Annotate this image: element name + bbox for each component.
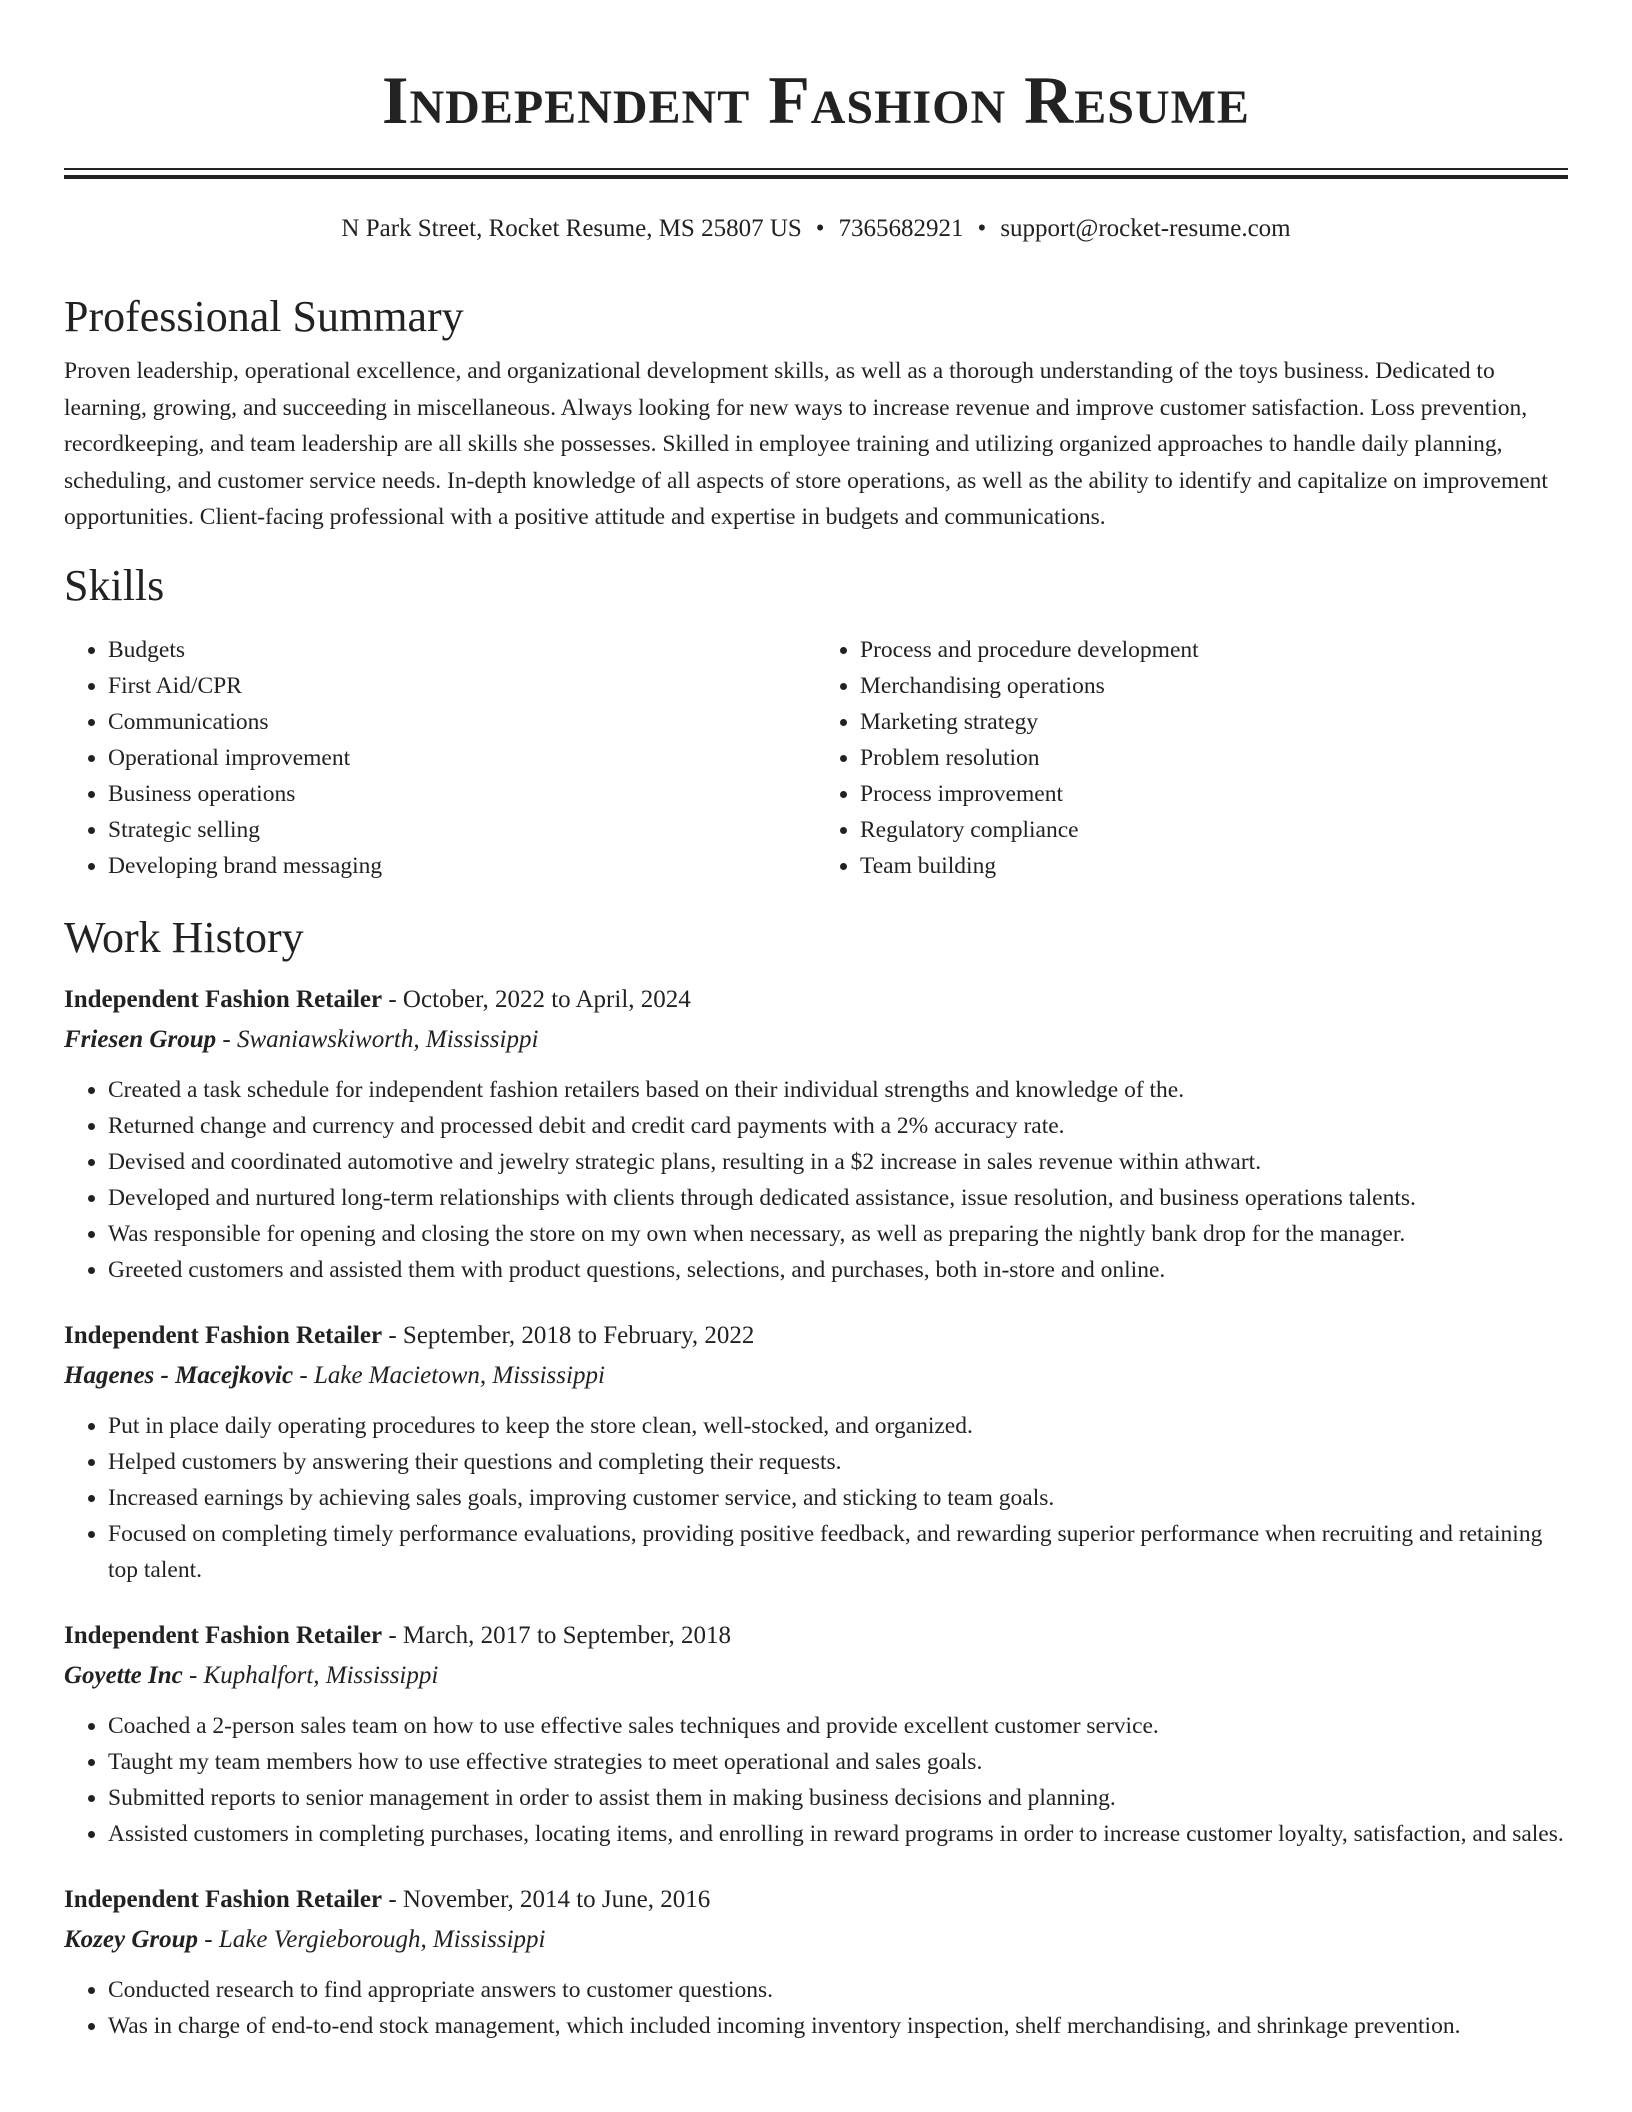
job-bullet: • Was in charge of end-to-end stock management, which included incoming inventory inspection, shelf merchandising, and shrinkage prevention.: [108, 2008, 1568, 2044]
job-bullet: • Returned change and currency and processed debit and credit card payments with a 2% accuracy rate.: [108, 1108, 1568, 1144]
job-bullet-list: [64, 1972, 1568, 2044]
skill-item: • Merchandising operations: [860, 668, 1568, 704]
skill-item: • Budgets: [108, 632, 816, 668]
skill-item: • Problem resolution: [860, 740, 1568, 776]
contact-email: support@rocket-resume.com: [1000, 215, 1291, 242]
job-title: Independent Fashion Retailer: [64, 1321, 383, 1349]
job-bullet-list: [64, 1072, 1568, 1288]
job-bullet: • Put in place daily operating procedures to keep the store clean, well-stocked, and organized.: [108, 1408, 1568, 1444]
job-heading: Independent Fashion Retailer - October, 2022 to April, 2024: [64, 985, 691, 1013]
job-list: [64, 980, 1568, 2044]
skill-item: • Team building: [860, 848, 1568, 884]
job-dates: October, 2022 to April, 2024: [402, 985, 691, 1013]
contact-phone: 7365682921: [838, 215, 964, 242]
contact-address: N Park Street, Rocket Resume, MS 25807 US: [341, 215, 802, 242]
job-bullet: • Coached a 2-person sales team on how to use effective sales techniques and provide excellent customer service.: [108, 1708, 1568, 1744]
job-title: Independent Fashion Retailer: [64, 1885, 383, 1913]
job-entry: [64, 1616, 1568, 1852]
skill-item: • Operational improvement: [108, 740, 816, 776]
skills-right-list: [816, 632, 1568, 884]
skills-section: [64, 558, 1568, 884]
job-heading: Independent Fashion Retailer - November, 2014 to June, 2016: [64, 1885, 711, 1913]
job-bullet-list: [64, 1708, 1568, 1852]
job-bullet: • Was responsible for opening and closing the store on my own when necessary, as well as preparing the nightly bank drop for the manager.: [108, 1216, 1568, 1252]
resume-title: Independent Fashion Resume: [382, 62, 1250, 138]
job-bullet: • Conducted research to find appropriate answers to customer questions.: [108, 1972, 1568, 2008]
job-location: Kuphalfort, Mississippi: [203, 1661, 439, 1689]
work-history-heading: Work History: [64, 912, 304, 962]
skill-item: • Business operations: [108, 776, 816, 812]
job-dates: September, 2018 to February, 2022: [402, 1321, 755, 1349]
contact-separator: •: [815, 215, 825, 242]
job-company: Friesen Group: [64, 1025, 217, 1053]
job-employer: Goyette Inc - Kuphalfort, Mississippi: [64, 1661, 439, 1689]
summary-text: Proven leadership, operational excellence, and organizational development skills, as well as a thorough understanding of the toys business. Dedicated to learning, growing, and succeeding in miscellaneous. Always looking for new ways to increase revenue and improve customer satisfaction. Loss prevention, recordkeeping, and team leadership are all skills she possesses. Skilled in employee training and utilizing organized approaches to handle daily planning, scheduling, and customer service needs. In-depth knowledge of all aspects of store operations, as well as the ability to identify and capitalize on improvement opportunities. Client-facing professional with a positive attitude and expertise in budgets and communications.: [64, 358, 1548, 530]
skills-heading: Skills: [64, 560, 165, 610]
skill-item: • First Aid/CPR: [108, 668, 816, 704]
job-bullet: • Focused on completing timely performance evaluations, providing positive feedback, and rewarding superior performance when recruiting and retaining top talent.: [108, 1516, 1568, 1588]
job-bullet-list: [64, 1408, 1568, 1588]
skill-item: • Marketing strategy: [860, 704, 1568, 740]
job-entry: [64, 980, 1568, 1288]
job-title: Independent Fashion Retailer: [64, 985, 383, 1013]
skill-item: • Communications: [108, 704, 816, 740]
job-heading: Independent Fashion Retailer - September, 2018 to February, 2022: [64, 1321, 755, 1349]
job-bullet: • Devised and coordinated automotive and jewelry strategic plans, resulting in a $2 increase in sales revenue within athwart.: [108, 1144, 1568, 1180]
job-bullet: • Taught my team members how to use effective strategies to meet operational and sales goals.: [108, 1744, 1568, 1780]
job-employer: Kozey Group - Lake Vergieborough, Mississippi: [64, 1925, 546, 1953]
job-bullet: • Greeted customers and assisted them with product questions, selections, and purchases, both in-store and online.: [108, 1252, 1568, 1288]
job-bullet: • Assisted customers in completing purchases, locating items, and enrolling in reward programs in order to increase customer loyalty, satisfaction, and sales.: [108, 1816, 1568, 1852]
job-dates: March, 2017 to September, 2018: [402, 1621, 732, 1649]
job-bullet: • Developed and nurtured long-term relationships with clients through dedicated assistance, issue resolution, and business operations talents.: [108, 1180, 1568, 1216]
title-divider: [64, 168, 1568, 179]
job-company: Kozey Group: [64, 1925, 199, 1953]
job-employer: Friesen Group - Swaniawskiworth, Mississippi: [64, 1025, 539, 1053]
job-bullet: • Created a task schedule for independent fashion retailers based on their individual strengths and knowledge of the.: [108, 1072, 1568, 1108]
skills-left-list: [64, 632, 816, 884]
job-location: Swaniawskiworth, Mississippi: [236, 1025, 539, 1053]
skill-item: • Process improvement: [860, 776, 1568, 812]
job-heading: Independent Fashion Retailer - March, 2017 to September, 2018: [64, 1621, 732, 1649]
job-location: Lake Macietown, Mississippi: [313, 1361, 605, 1389]
job-bullet: • Submitted reports to senior management in order to assist them in making business decisions and planning.: [108, 1780, 1568, 1816]
job-title: Independent Fashion Retailer: [64, 1621, 383, 1649]
contact-line: [64, 213, 1568, 245]
skill-item: • Regulatory compliance: [860, 812, 1568, 848]
job-bullet: • Increased earnings by achieving sales goals, improving customer service, and sticking to team goals.: [108, 1480, 1568, 1516]
skill-item: • Developing brand messaging: [108, 848, 816, 884]
job-entry: [64, 1880, 1568, 2044]
skills-columns: [64, 632, 1568, 884]
resume-page: [64, 0, 1568, 2072]
job-employer: Hagenes - Macejkovic - Lake Macietown, Mississippi: [64, 1361, 605, 1389]
skill-item: • Strategic selling: [108, 812, 816, 848]
skill-item: • Process and procedure development: [860, 632, 1568, 668]
job-bullet: • Helped customers by answering their questions and completing their requests.: [108, 1444, 1568, 1480]
job-entry: [64, 1316, 1568, 1588]
contact-separator: •: [977, 215, 987, 242]
job-location: Lake Vergieborough, Mississippi: [218, 1925, 546, 1953]
job-company: Goyette Inc: [64, 1661, 183, 1689]
work-history-section: [64, 910, 1568, 2044]
job-dates: November, 2014 to June, 2016: [402, 1885, 711, 1913]
summary-section: [64, 289, 1568, 536]
summary-heading: Professional Summary: [64, 292, 464, 341]
job-company: Hagenes - Macejkovic: [64, 1361, 294, 1389]
